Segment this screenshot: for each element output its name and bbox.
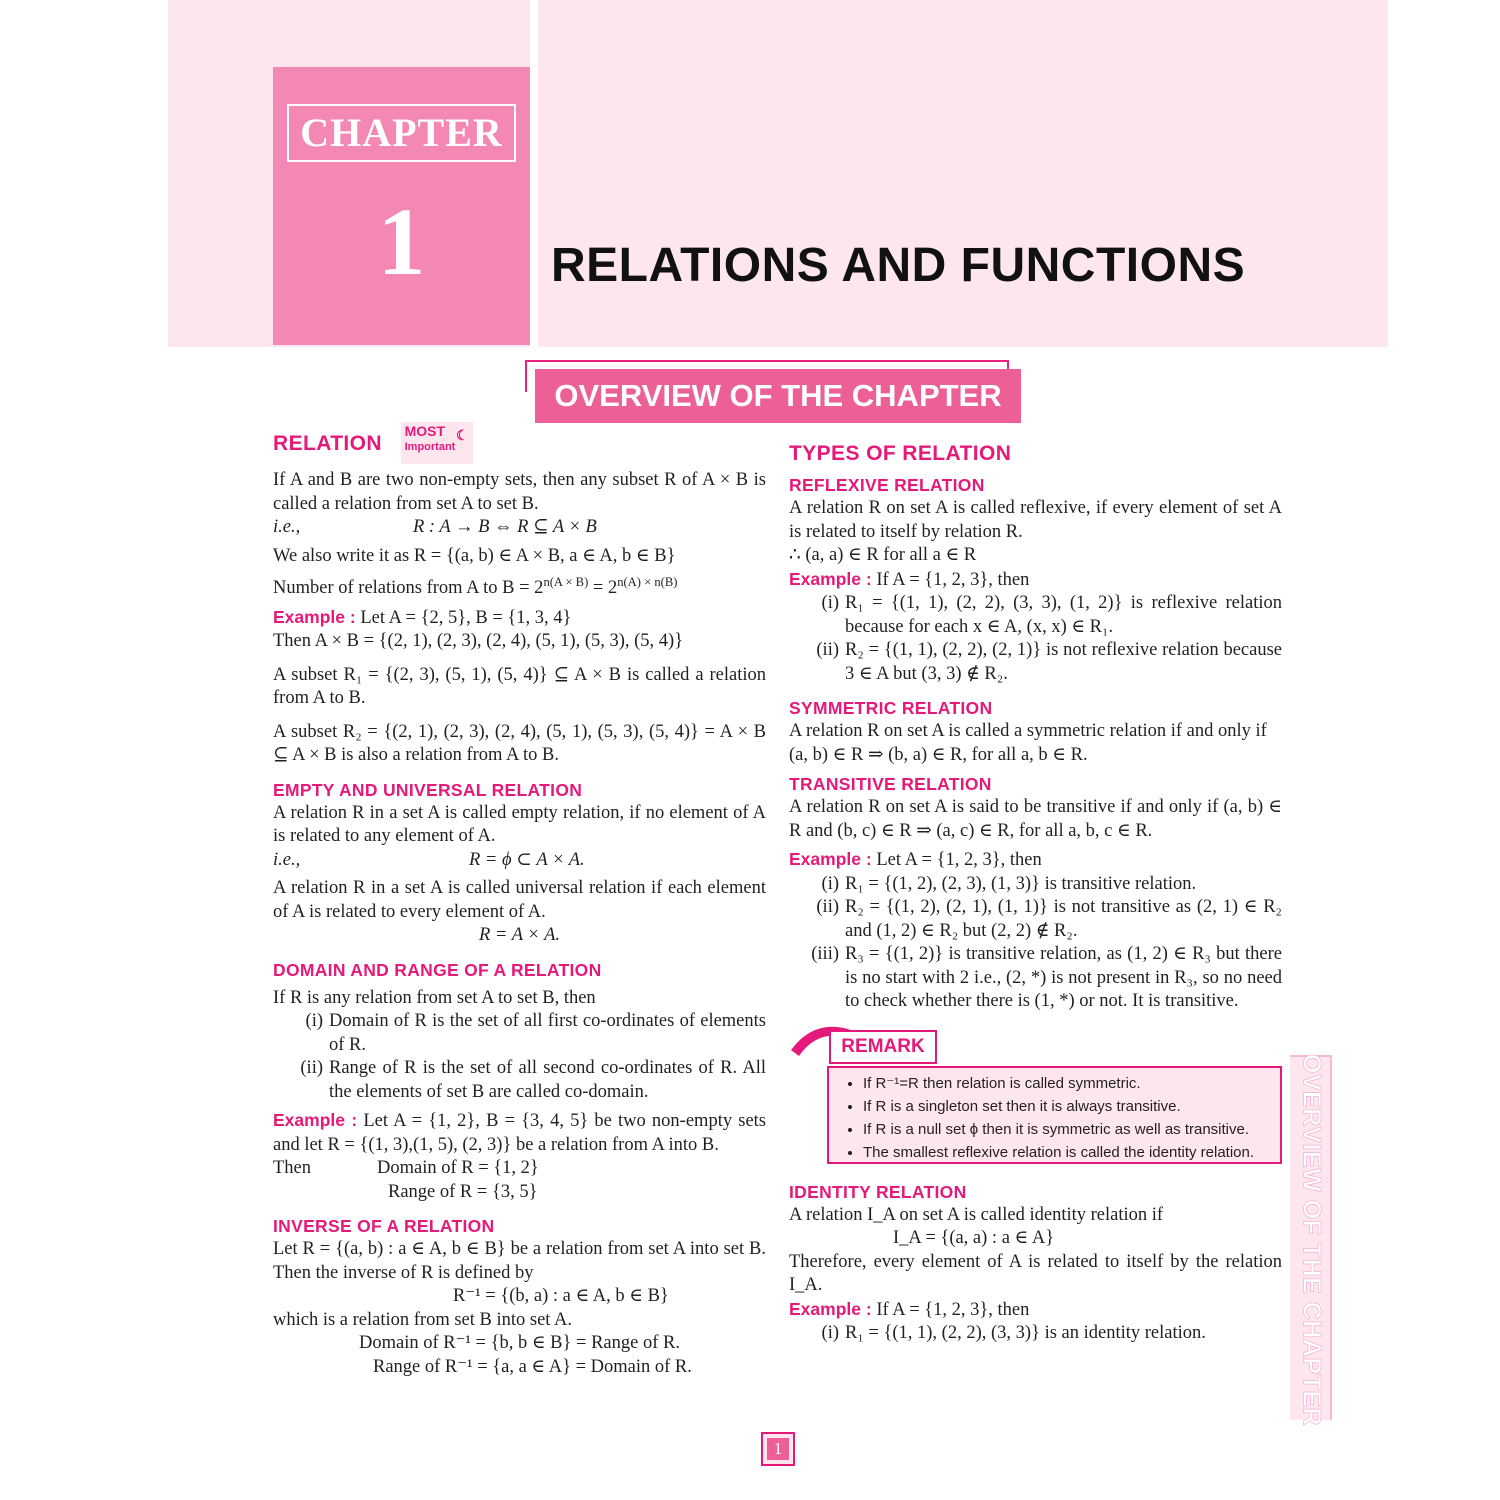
reflexive-item-i [789, 592, 1282, 639]
inverse-domain: Domain of R⁻¹ = {b, b ∈ B} = Range of R. [359, 1333, 680, 1353]
relation-example-then: Then A × B = {(2, 1), (2, 3), (2, 4), (5, 1), (5, 3), (5, 4)} [273, 631, 684, 651]
relation-heading-row [273, 423, 766, 464]
remark-item: • If R is a singleton set then it is always transitive. [863, 1095, 1274, 1118]
identity-example [789, 1298, 1282, 1323]
types-heading: TYPES OF RELATION [789, 442, 1012, 465]
most-important-badge [401, 422, 473, 464]
domain-item-ii [273, 1057, 766, 1104]
inverse-definition: Let R = {(a, b) : a ∈ A, b ∈ B} be a relation from set A into set B. Then the inverse of R is defined by [273, 1239, 766, 1283]
item-text: R₁ = {(1, 1), (2, 2), (3, 3)} is an identity relation. [845, 1323, 1206, 1343]
example-text: Let A = {1, 2, 3}, then [871, 850, 1042, 870]
relation-formula: R : A → B ⇔ R ⊆ A × B [413, 517, 597, 537]
page-number-box [761, 1432, 795, 1466]
inverse-heading: INVERSE OF A RELATION [273, 1216, 495, 1236]
reflexive-example [789, 568, 1282, 593]
example-text: If A = {1, 2, 3}, then [871, 569, 1030, 590]
example-label: Example : [273, 1110, 358, 1130]
item-text: R₃ = {(1, 2)} is transitive relation, as (1, 2) ∈ R₃ but there is no start with 2 i.e., (2, *) is not present in R₃, so no need to check whether there is (1, *) or not. It is transitive. [845, 944, 1282, 1011]
item-number: (ii) [816, 640, 839, 660]
item-number: (i) [305, 1011, 323, 1031]
reflexive-heading: REFLEXIVE RELATION [789, 475, 985, 495]
relation-set-builder: We also write it as R = {(a, b) ∈ A × B, a ∈ A, b ∈ B} [273, 545, 676, 566]
identity-therefore: Therefore, every element of A is related to itself by the relation I_A. [789, 1251, 1282, 1295]
num-relations-text: Number of relations from A to B = 2 [273, 578, 544, 598]
item-text: R₁ = {(1, 2), (2, 3), (1, 3)} is transitive relation. [845, 873, 1197, 894]
header-divider [530, 0, 538, 347]
transitive-example [789, 848, 1282, 873]
badge-line2: Important [404, 441, 456, 453]
empty-ie-label: i.e., [273, 849, 301, 870]
chapter-title: RELATIONS AND FUNCTIONS [551, 239, 1246, 292]
left-column [273, 423, 766, 1379]
domain-intro: If R is any relation from set A to set B, then [273, 987, 596, 1008]
symmetric-heading: SYMMETRIC RELATION [789, 698, 993, 718]
number-of-relations [273, 574, 766, 601]
inverse-formula: R⁻¹ = {(b, a) : a ∈ A, b ∈ B} [453, 1286, 669, 1306]
empty-universal-heading: EMPTY AND UNIVERSAL RELATION [273, 779, 583, 800]
remark-item: • If R⁻¹=R then relation is called symmetric. [863, 1072, 1274, 1095]
right-column [789, 440, 1282, 1346]
reflexive-therefore: ∴ (a, a) ∈ R for all a ∈ R [789, 545, 977, 565]
num-relations-exp1: n(A × B) [543, 574, 589, 589]
num-relations-exp2: n(A) × n(B) [617, 574, 678, 589]
example-label: Example : [789, 568, 872, 589]
transitive-item-i [789, 873, 1282, 897]
chapter-label: CHAPTER [287, 104, 516, 162]
empty-relation-definition: A relation R in a set A is called empty relation, if no element of A is related to any element of A. [273, 802, 766, 846]
relation-subset-r1: A subset R₁ = {(2, 3), (5, 1), (5, 4)} ⊆ A × B is called a relation from A to B. [273, 664, 766, 708]
empty-ie-row [273, 849, 766, 873]
transitive-item-ii [789, 896, 1282, 943]
symmetric-definition: A relation R on set A is called a symmetric relation if and only if [789, 721, 1267, 741]
identity-item-i [789, 1322, 1282, 1346]
remark-section [789, 1020, 1282, 1180]
num-relations-mid: = 2 [588, 578, 618, 598]
item-text: Range of R is the set of all second co-ordinates of R. All the elements of set B are called co-domain. [329, 1058, 766, 1102]
item-number: (i) [821, 1323, 839, 1343]
domain-result-row [273, 1157, 766, 1181]
chapter-number: 1 [377, 188, 426, 295]
empty-formula: R = ϕ ⊂ A × A. [469, 849, 585, 870]
spacer [273, 1181, 388, 1205]
overview-banner: OVERVIEW OF THE CHAPTER [535, 369, 1021, 423]
remark-box [827, 1066, 1282, 1164]
item-number: (ii) [816, 897, 839, 917]
relation-example [273, 606, 766, 631]
transitive-heading: TRANSITIVE RELATION [789, 774, 992, 794]
example-label: Example : [789, 849, 872, 869]
identity-formula: I_A = {(a, a) : a ∈ A} [893, 1228, 1055, 1248]
item-text: R₁ = {(1, 1), (2, 2), (3, 3), (1, 2)} is reflexive relation because for each x ∈ A, (x, x) ∈ R₁. [845, 593, 1282, 637]
example-text: Let A = {2, 5}, B = {1, 3, 4} [355, 607, 572, 628]
then-label: Then [273, 1158, 312, 1178]
item-number: (i) [821, 593, 839, 613]
transitive-definition: A relation R on set A is said to be transitive if and only if (a, b) ∈ R and (b, c) ∈ R ⇒ (a, c) ∈ R, for all a, b, c ∈ R. [789, 797, 1282, 841]
remark-item: • If R is a null set ϕ then it is symmetric as well as transitive. [863, 1118, 1274, 1141]
domain-range-heading: DOMAIN AND RANGE OF A RELATION [273, 959, 602, 980]
item-number: (ii) [300, 1058, 323, 1078]
item-text: R₂ = {(1, 1), (2, 2), (2, 1)} is not reflexive relation because 3 ∈ A but (3, 3) ∉ R₂. [845, 640, 1282, 684]
relation-definition: If A and B are two non-empty sets, then any subset R of A × B is called a relation from set A to set B. [273, 470, 766, 514]
remark-item: • The smallest reflexive relation is called the identity relation. [863, 1141, 1274, 1164]
example-label: Example : [273, 606, 356, 627]
universal-formula: R = A × A. [479, 925, 560, 945]
remark-title: REMARK [829, 1030, 937, 1064]
universal-relation-definition: A relation R in a set A is called universal relation if each element of A is related to every element of A. [273, 878, 766, 922]
example-text: Let A = {1, 2}, B = {3, 4, 5} be two non-empty sets and let R = {(1, 3),(1, 5), (2, 3)} be a relation from A into B. [273, 1111, 766, 1155]
range-result: Range of R = {3, 5} [388, 1181, 538, 1202]
side-tab-label: OVERVIEW OF THE CHAPTER [1297, 1053, 1326, 1427]
domain-item-i [273, 1010, 766, 1057]
chapter-box [273, 67, 530, 345]
bookmark-icon: ☾ [456, 427, 469, 443]
item-number: (i) [821, 873, 839, 894]
badge-line1: MOST [404, 423, 446, 439]
example-label: Example : [789, 1298, 872, 1319]
inverse-note: which is a relation from set B into set A. [273, 1309, 573, 1330]
page-number: 1 [767, 1438, 789, 1460]
transitive-item-iii [789, 943, 1282, 1014]
item-text: Domain of R is the set of all first co-ordinates of elements of R. [329, 1011, 766, 1055]
domain-result: Domain of R = {1, 2} [377, 1158, 539, 1178]
identity-heading: IDENTITY RELATION [789, 1181, 967, 1202]
reflexive-item-ii [789, 639, 1282, 686]
symmetric-condition: (a, b) ∈ R ⇒ (b, a) ∈ R, for all a, b ∈ R. [789, 744, 1088, 765]
relation-subset-r2: A subset R₂ = {(2, 1), (2, 3), (2, 4), (5, 1), (5, 3), (5, 4)} = A × B ⊆ A × B is also a relation from A to B. [273, 721, 766, 765]
item-text: R₂ = {(1, 2), (2, 1), (1, 1)} is not transitive as (2, 1) ∈ R₂ and (1, 2) ∈ R₂ but (2, 2) ∉ R₂. [845, 897, 1282, 941]
ie-label: i.e., [273, 517, 301, 537]
relation-heading: RELATION [273, 432, 382, 455]
range-result-row [273, 1181, 766, 1205]
item-number: (iii) [811, 944, 839, 964]
inverse-range: Range of R⁻¹ = {a, a ∈ A} = Domain of R. [373, 1356, 692, 1377]
domain-example [273, 1109, 766, 1157]
example-text: If A = {1, 2, 3}, then [871, 1299, 1030, 1320]
identity-definition: A relation I_A on set A is called identity relation if [789, 1204, 1164, 1225]
relation-ie-row [273, 516, 766, 540]
reflexive-definition: A relation R on set A is called reflexive, if every element of set A is related to itself by relation R. [789, 498, 1282, 542]
